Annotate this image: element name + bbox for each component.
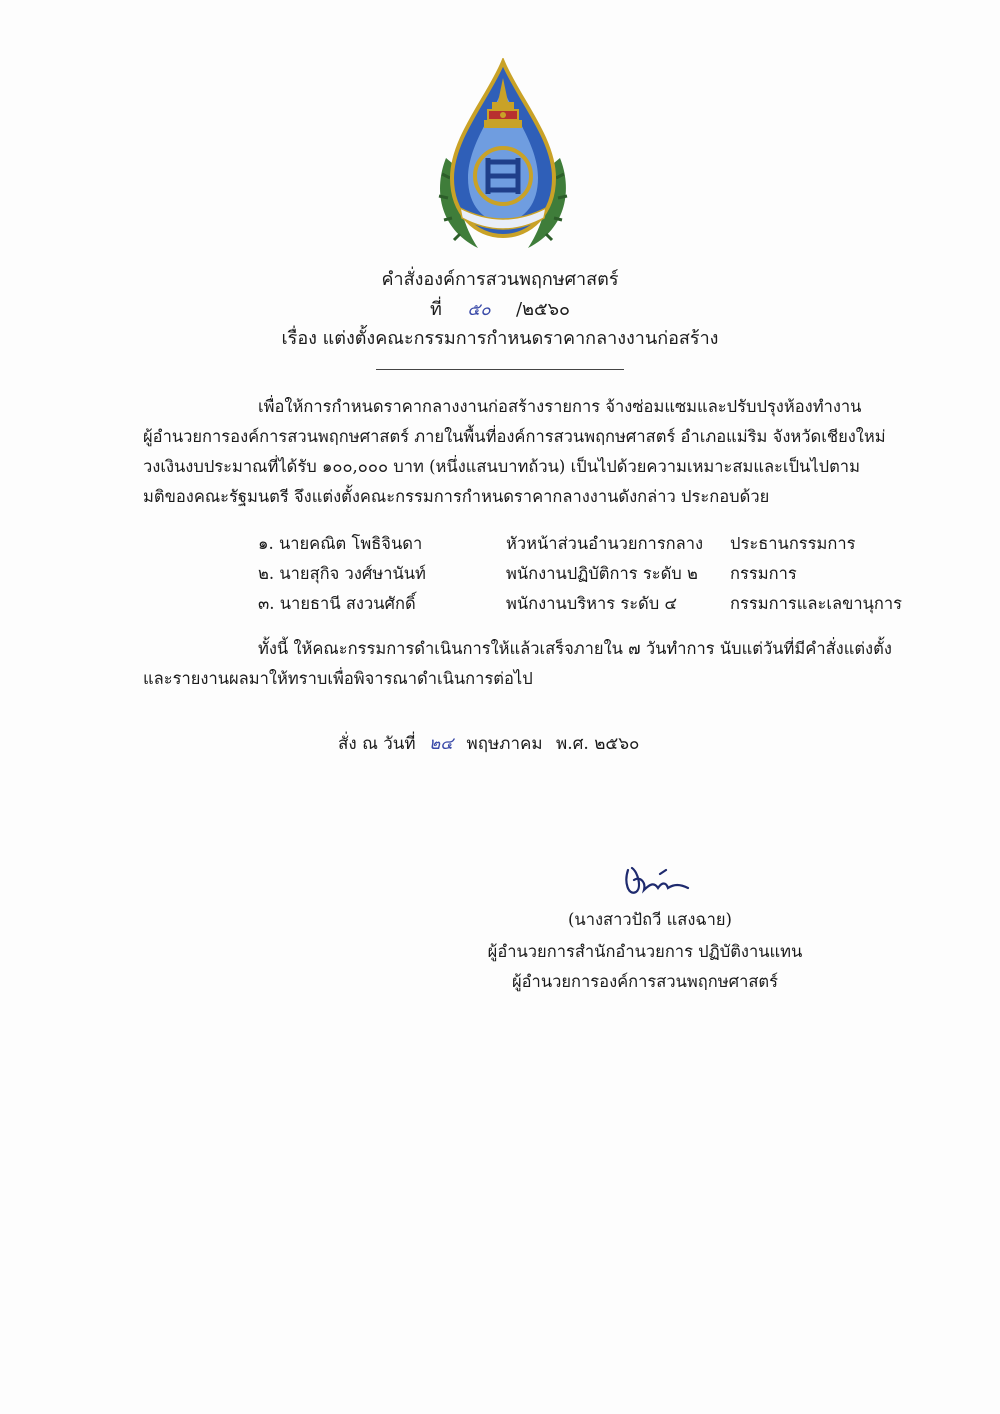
handwritten-signature: [620, 862, 700, 902]
paragraph-1-line: วงเงินงบประมาณที่ได้รับ ๑๐๐,๐๐๐ บาท (หนึ่งแสนบาทถ้วน) เป็นไปด้วยความเหมาะสมและเป็นไปตาม: [143, 457, 860, 476]
member-role: กรรมการและเลขานุการ: [730, 594, 903, 613]
member-name: ๒. นายสุกิจ วงศ์ษานันท์: [258, 564, 426, 583]
paragraph-2-line: และรายงานผลมาให้ทราบเพื่อพิจารณาดำเนินการต่อไป: [143, 669, 533, 688]
signer-name: (นางสาวปัถวี แสงฉาย): [568, 910, 732, 929]
member-name: ๓. นายธานี สงวนศักดิ์: [258, 594, 416, 613]
date-month: พฤษภาคม: [466, 734, 543, 754]
order-number: [0, 298, 1000, 322]
order-subject: เรื่อง แต่งตั้งคณะกรรมการกำหนดราคากลางงานก่อสร้าง: [281, 328, 719, 349]
signer-title-line-2: ผู้อำนวยการองค์การสวนพฤกษศาสตร์: [511, 972, 779, 991]
signer-title-line-1: ผู้อำนวยการสำนักอำนวยการ ปฏิบัติงานแทน: [487, 942, 803, 961]
paragraph-1-line: มติของคณะรัฐมนตรี จึงแต่งตั้งคณะกรรมการกำหนดราคากลางงานดังกล่าว ประกอบด้วย: [143, 487, 770, 506]
member-row: [0, 532, 1000, 556]
member-position: พนักงานบริหาร ระดับ ๔: [506, 594, 677, 613]
paragraph-2-line: ทั้งนี้ ให้คณะกรรมการดำเนินการให้แล้วเสร็จภายใน ๗ วันทำการ นับแต่วันที่มีคำสั่งแต่งตั้ง: [258, 639, 892, 658]
order-number-prefix: ที่: [429, 299, 442, 320]
member-row: [0, 562, 1000, 586]
member-role: กรรมการ: [730, 564, 797, 583]
order-title: คำสั่งองค์การสวนพฤกษศาสตร์: [381, 269, 619, 290]
date-day-handwritten: ๒๔: [429, 734, 454, 754]
date-year: พ.ศ. ๒๕๖๐: [555, 734, 640, 754]
header-divider: [376, 369, 624, 370]
order-number-handwritten: ๕๐: [467, 300, 491, 320]
member-position: พนักงานปฏิบัติการ ระดับ ๒: [506, 564, 698, 583]
member-name: ๑. นายคณิต โพธิจินดา: [258, 534, 423, 553]
member-row: [0, 592, 1000, 616]
member-role: ประธานกรรมการ: [730, 534, 856, 553]
member-position: หัวหน้าส่วนอำนวยการกลาง: [506, 534, 704, 553]
paragraph-1-line: ผู้อำนวยการองค์การสวนพฤกษศาสตร์ ภายในพื้นที่องค์การสวนพฤกษศาสตร์ อำเภอแม่ริม จังหวัดเชียงใหม่: [143, 427, 886, 446]
organization-logo: [428, 58, 578, 258]
order-date: [338, 732, 647, 756]
paragraph-1-line: เพื่อให้การกำหนดราคากลางงานก่อสร้างรายการ จ้างซ่อมแซมและปรับปรุงห้องทำงาน: [258, 397, 862, 416]
date-prefix: สั่ง ณ วันที่: [338, 734, 416, 754]
order-number-suffix: /๒๕๖๐: [516, 299, 571, 320]
